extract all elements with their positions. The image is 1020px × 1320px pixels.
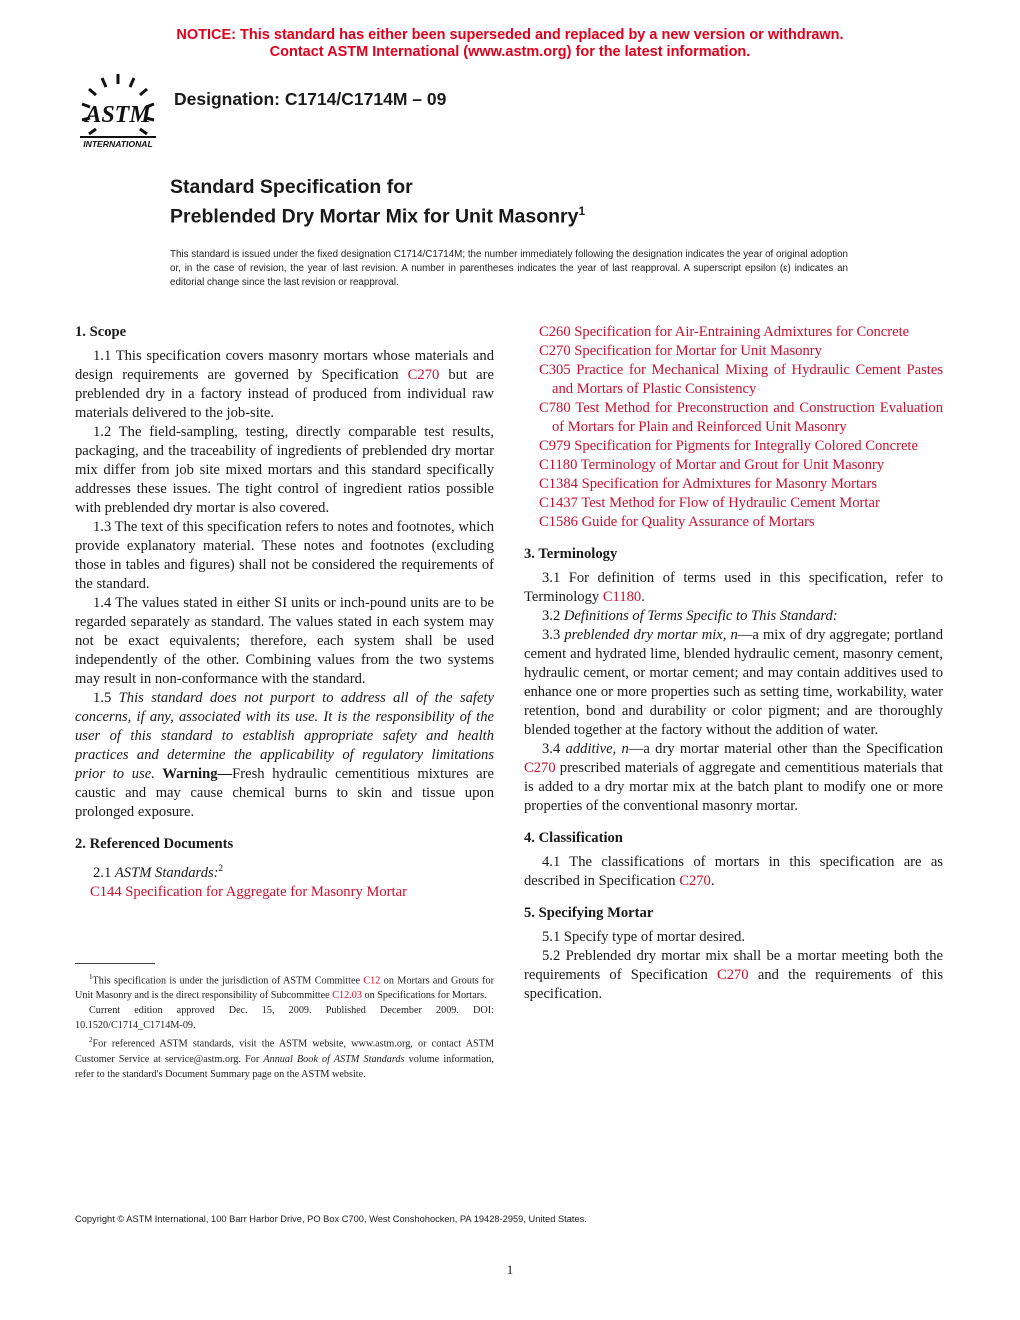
issuance-note: This standard is issued under the fixed designation C1714/C1714M; the number immediately following the designation indicates the year of original adoption or, in the case of revision, the year of last revision. A number in parentheses indicates the year of last reapproval. A superscript epsilon (ε) indicates an editorial change since the last revision or reapproval.: [170, 249, 848, 288]
footnote-1: $^1$This specification is under the jurisdiction of ASTM Committee C12 on Mortars and Grouts for Unit Masonry and is the direct responsibility of Subcommittee C12.03 on Specifications for Mortars.: [75, 973, 494, 1002]
ref-title: Specification for Aggregate for Masonry Mortar: [125, 883, 407, 900]
paragraph-3-1: 3.1 For definition of terms used in this specification, refer to Terminology C1180.: [524, 570, 943, 605]
ref-item[interactable]: C1384 Specification for Admixtures for Masonry Mortars: [539, 476, 878, 492]
ref-item[interactable]: C305 Practice for Mechanical Mixing of Hydraulic Cement Pastes and Mortars of Plastic Consistency: [539, 362, 943, 397]
logo-subtext: INTERNATIONAL: [83, 139, 153, 149]
paragraph-1-3: 1.3 The text of this specification refers to notes and footnotes, which provide explanatory material. These notes and footnotes (excluding those in tables and figures) shall not be considered the requirements of the standard.: [75, 519, 494, 592]
title-footnote-mark: 1: [578, 204, 586, 218]
footnote-2: $^2$For referenced ASTM standards, visit the ASTM website, www.astm.org, or contact ASTM Customer Service at service@astm.org. For Annual Book of ASTM Standards volume information, refer to the standard's Document Summary page on the ASTM website.: [75, 1036, 494, 1080]
section-heading-referenced-documents: 2. Referenced Documents: [75, 836, 234, 852]
link-c270[interactable]: C270: [679, 873, 711, 889]
ref-item[interactable]: C270 Specification for Mortar for Unit Masonry: [539, 343, 822, 359]
paragraph-3-3: 3.3 preblended dry mortar mix, n—a mix of dry aggregate; portland cement and hydrated lime, blended hydraulic cement, masonry cement, hydraulic cement, or mortar cement; and may contain additives used to enhance one or more properties such as setting time, workability, water retention, bond and durability or color pigment; and are thoroughly blended together at the factory without the addition of water.: [524, 627, 944, 738]
ref-item[interactable]: C260 Specification for Air-Entraining Admixtures for Concrete: [539, 324, 910, 340]
right-column: [524, 323, 943, 1004]
withdrawal-notice: [0, 27, 1020, 61]
section-heading-scope: 1. Scope: [75, 324, 127, 340]
copyright-line: Copyright © ASTM International, 100 Barr Harbor Drive, PO Box C700, West Conshohocken, PA 19428-2959, United States.: [75, 1214, 587, 1224]
notice-line-1: NOTICE: This standard has either been superseded and replaced by a new version or withdrawn.: [176, 27, 844, 43]
section-heading-classification: 4. Classification: [524, 830, 623, 846]
paragraph-2-1: 2.1 ASTM Standards:$^2$: [93, 863, 224, 881]
title-line-1: Standard Specification for: [170, 176, 413, 198]
ref-item[interactable]: C1586 Guide for Quality Assurance of Mortars: [539, 514, 815, 530]
paragraph-5-2: 5.2 Preblended dry mortar mix shall be a mortar meeting both the requirements of Specification C270 and the requirements of this specification.: [524, 948, 943, 1002]
paragraph-3-4: 3.4 additive, n—a dry mortar material other than the Specification C270 prescribed materials of aggregate and cementitious materials that is added to a dry mortar mix at the batch plant to modify one or more properties of the conventional masonry mortar.: [524, 741, 943, 814]
ref-code: C144: [90, 883, 122, 900]
notice-line-2: Contact ASTM International (www.astm.org) for the latest information.: [269, 44, 751, 60]
document-title: [170, 175, 585, 229]
title-line-2: Preblended Dry Mortar Mix for Unit Masonry$^1$: [170, 204, 586, 228]
ref-item[interactable]: C1437 Test Method for Flow of Hydraulic Cement Mortar: [539, 495, 880, 511]
link-c12[interactable]: C12: [363, 975, 381, 987]
paragraph-1-2: 1.2 The field-sampling, testing, directly comparable test results, packaging, and the traceability of ingredients of preblended dry mortar mix differ from job site mixed mortars and this standard specifically addresses these issues. The tight control of ingredient ratios possible with preblended dry mortar is also covered.: [75, 424, 494, 516]
link-c1180[interactable]: C1180: [602, 589, 642, 605]
section-heading-specifying-mortar: 5. Specifying Mortar: [524, 905, 654, 921]
ref-item[interactable]: C979 Specification for Pigments for Integrally Colored Concrete: [539, 438, 918, 454]
paragraph-3-2: 3.2 Definitions of Terms Specific to This Standard:: [542, 608, 838, 624]
section-heading-terminology: 3. Terminology: [524, 546, 618, 562]
paragraph-4-1: 4.1 The classifications of mortars in this specification are as described in Specification C270.: [524, 854, 943, 889]
footnote-divider: [75, 963, 155, 964]
link-c270[interactable]: C270: [716, 967, 749, 983]
logo-wordmark: ASTM: [85, 102, 151, 128]
ref-item[interactable]: C780 Test Method for Preconstruction and Construction Evaluation of Mortars for Plain and Reinforced Unit Masonry: [539, 400, 943, 435]
ref-item[interactable]: C1180 Terminology of Mortar and Grout for Unit Masonry: [539, 457, 885, 473]
left-column: [75, 323, 494, 902]
link-c12-03[interactable]: C12.03: [332, 990, 362, 1002]
ref-item[interactable]: [75, 883, 494, 902]
designation: Designation: C1714/C1714M – 09: [174, 89, 447, 109]
paragraph-1-4: 1.4 The values stated in either SI units or inch-pound units are to be regarded separately as standard. The values stated in each system may not be exact equivalents; therefore, each system shall be used independently of the other. Combining values from the two systems may result in non-conformance with the standard.: [75, 595, 494, 687]
paragraph-5-1: 5.1 Specify type of mortar desired.: [542, 929, 746, 945]
page-number: 1: [506, 1262, 514, 1277]
astm-logo: [78, 72, 158, 152]
link-c270[interactable]: C270: [524, 760, 556, 776]
paragraph-1-5: 1.5 This standard does not purport to address all of the safety concerns, if any, associated with its use. It is the responsibility of the user of this standard to establish appropriate safety and health practices and determine the applicability of regulatory limitations prior to use. Warning—Fresh hydraulic cementitious mixtures are caustic and may cause chemical burns to skin and tissue upon prolonged exposure.: [75, 690, 494, 820]
footnotes: [75, 970, 494, 1082]
footnote-1-edition: Current edition approved Dec. 15, 2009. Published December 2009. DOI: 10.1520/C1714_C1714M-09.: [75, 1005, 494, 1032]
paragraph-1-1: 1.1 This specification covers masonry mortars whose materials and design requirements are governed by Specification C270 but are preblended dry in a factory instead of produced from individual raw materials delivered to the job-site.: [75, 348, 494, 421]
link-c270[interactable]: C270: [407, 367, 440, 383]
